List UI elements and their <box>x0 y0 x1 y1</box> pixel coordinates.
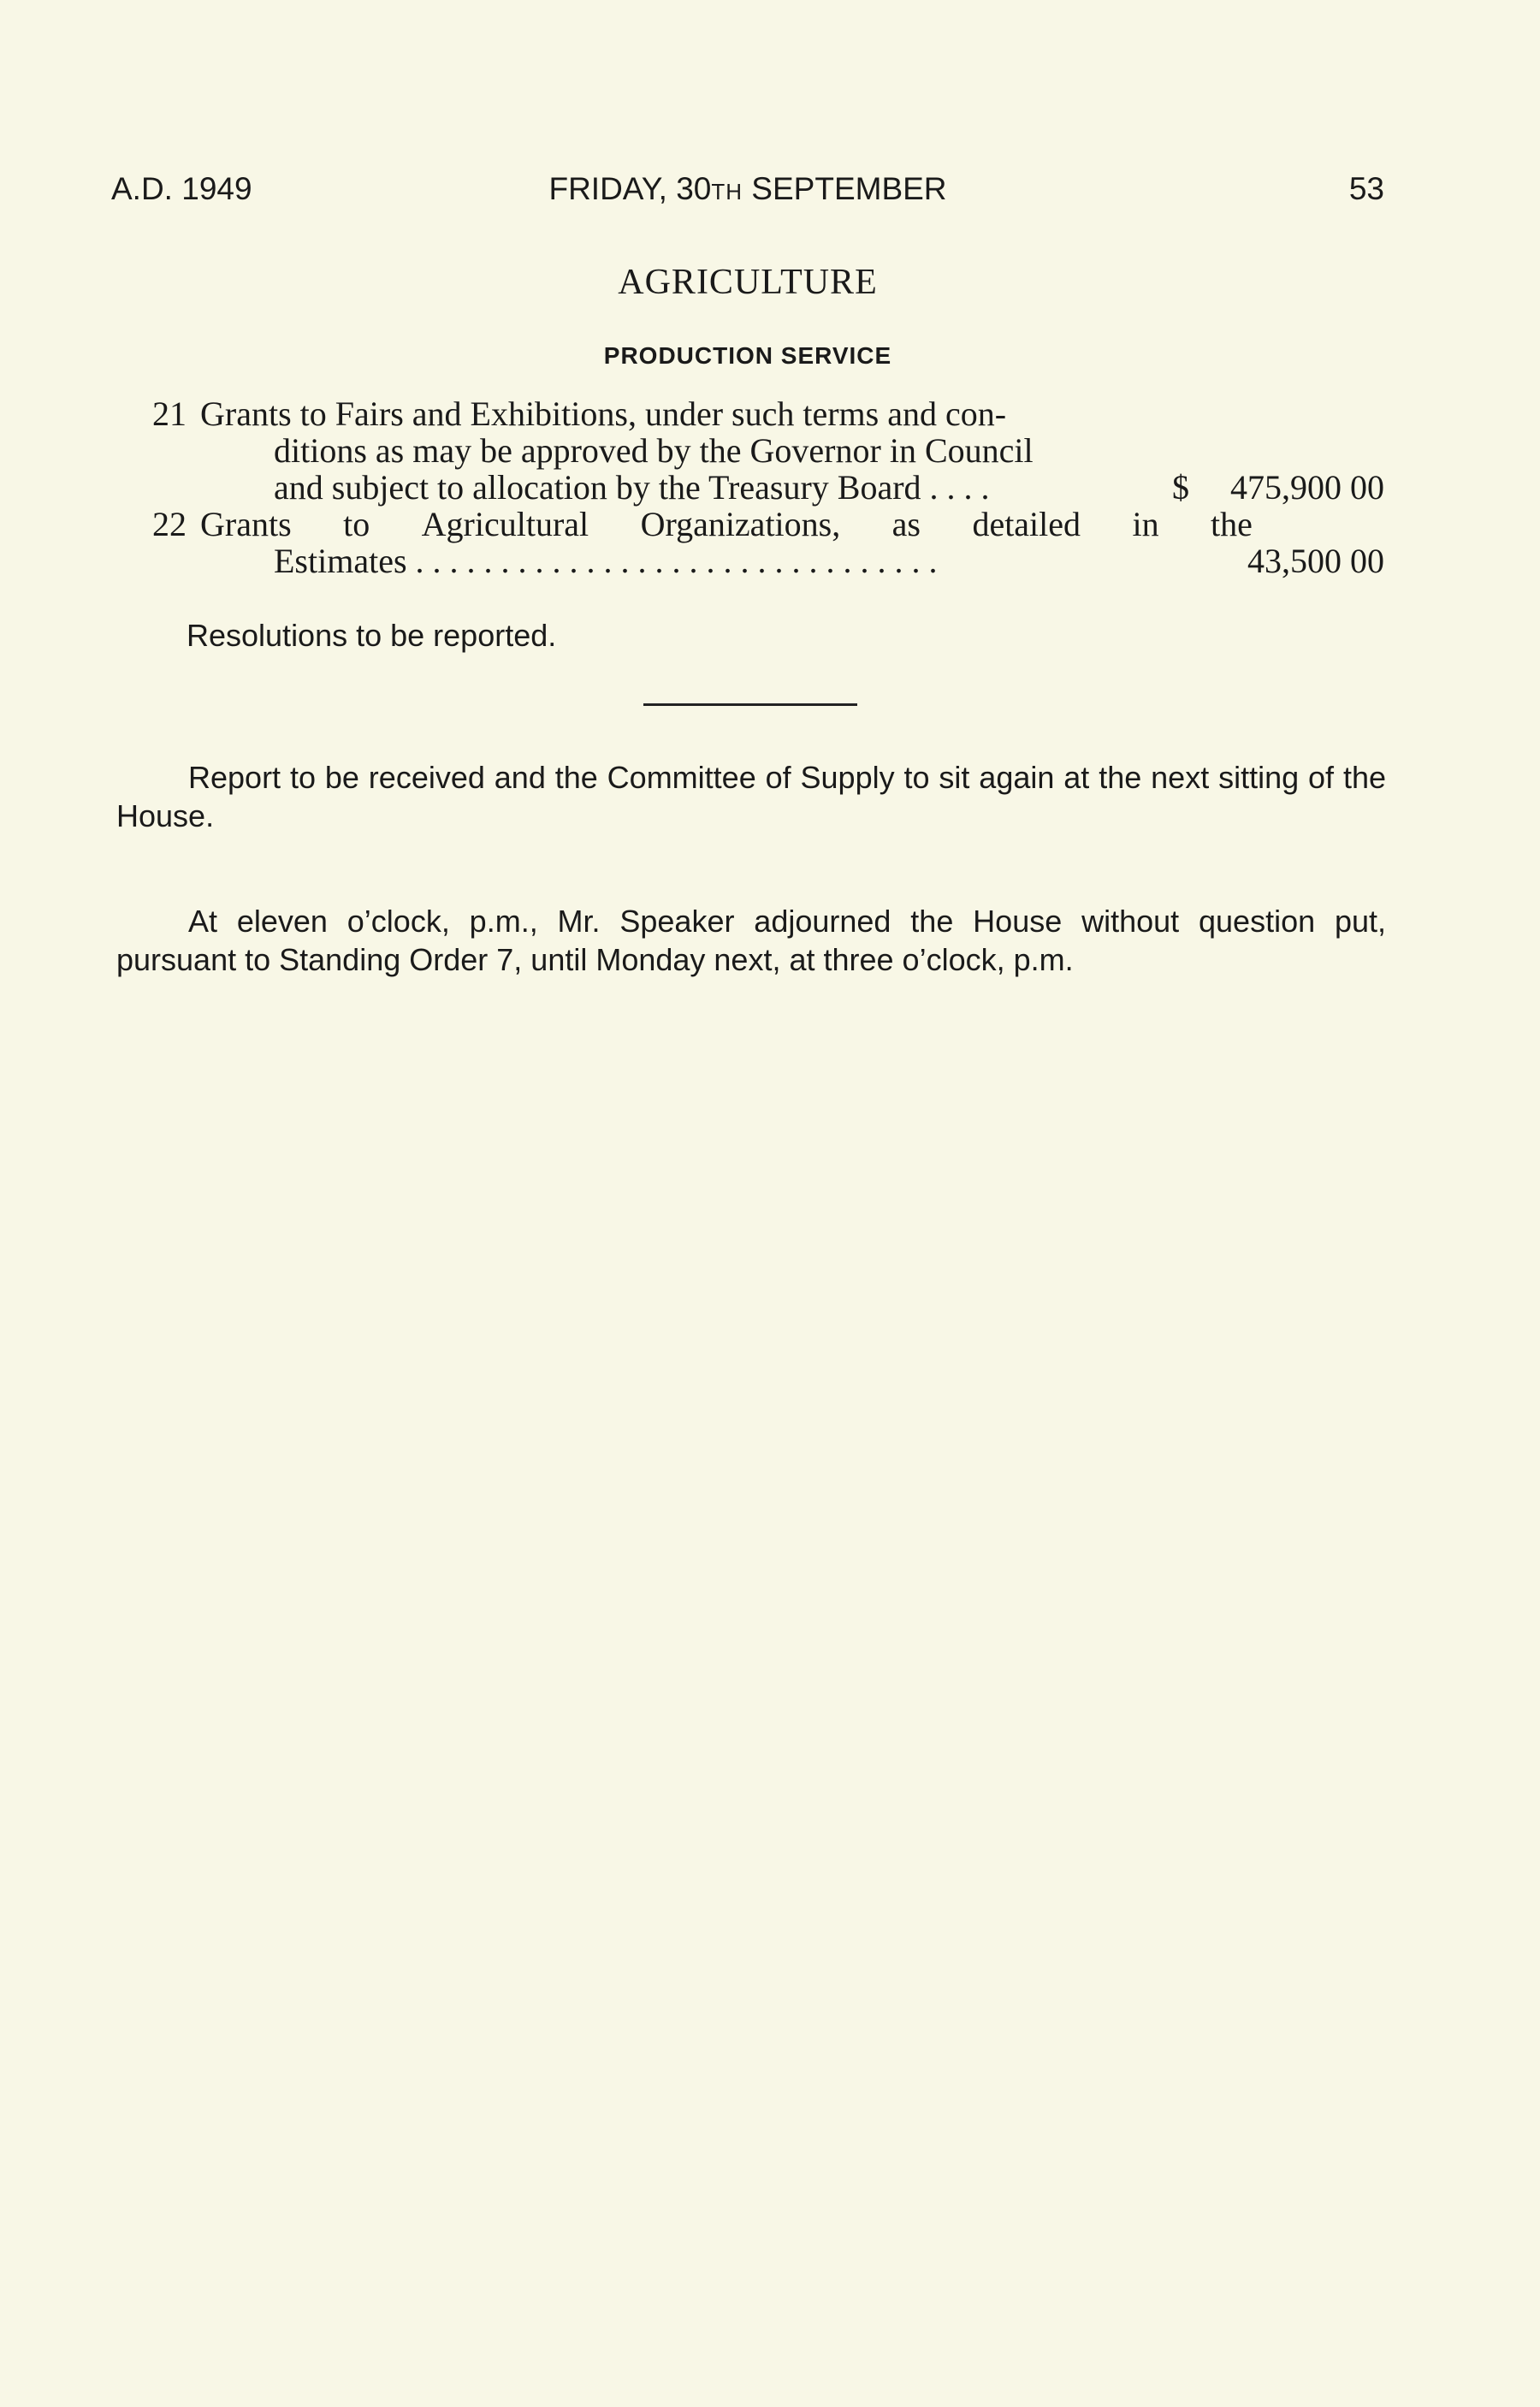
estimate-items <box>111 395 1384 579</box>
item-word: Agricultural <box>421 505 589 543</box>
item-word: Organizations, <box>640 505 841 543</box>
item-word: in <box>1132 505 1159 543</box>
item-word: the <box>1211 505 1253 543</box>
header-date-suffix: TH <box>711 179 743 205</box>
item-description-line <box>200 506 1253 542</box>
resolutions-note: Resolutions to be reported. <box>187 618 557 653</box>
item-word: detailed <box>972 505 1081 543</box>
item-description-line: and subject to allocation by the Treasury Board . . . . <box>274 468 990 507</box>
item-line <box>111 432 1384 469</box>
item-word: Grants <box>200 505 292 543</box>
item-line <box>111 542 1384 579</box>
item-line <box>111 395 1384 432</box>
item-number: 22 <box>152 505 187 543</box>
item-description-line: Estimates . . . . . . . . . . . . . . . . . . . . . . . . . . . . . . . <box>274 542 938 580</box>
page-number: 53 <box>1348 171 1384 206</box>
adjournment-paragraph: At eleven o’clock, p.m., Mr. Speaker adjourned the House without question put, pursuant to Standing Order 7, until Monday next, at three o’clock, p.m. <box>116 904 1386 977</box>
section-divider <box>643 703 857 706</box>
header-date-rest: SEPTEMBER <box>743 171 947 206</box>
item-line <box>111 506 1384 542</box>
running-header <box>111 171 1384 214</box>
item-description-line: ditions as may be approved by the Governor in Council <box>274 431 1034 470</box>
section-title: AGRICULTURE <box>618 263 878 302</box>
item-word: as <box>891 505 921 543</box>
header-year: A.D. 1949 <box>111 171 252 206</box>
item-amount: 43,500 00 <box>1247 542 1384 580</box>
currency-symbol: $ <box>1172 468 1189 507</box>
section-subtitle: PRODUCTION SERVICE <box>603 342 892 369</box>
item-word: to <box>343 505 370 543</box>
item-amount: 475,900 00 <box>1230 468 1384 507</box>
estimate-item-21 <box>111 395 1384 506</box>
header-date-prefix: FRIDAY, 30 <box>548 171 712 206</box>
item-line <box>111 469 1384 506</box>
report-paragraph: Report to be received and the Committee of Supply to sit again at the next sitting of the House. <box>116 760 1386 833</box>
item-number: 21 <box>152 394 187 433</box>
estimate-item-22 <box>111 506 1384 579</box>
item-description-line: Grants to Fairs and Exhibitions, under such terms and con- <box>200 394 1007 433</box>
header-date <box>111 171 1384 207</box>
